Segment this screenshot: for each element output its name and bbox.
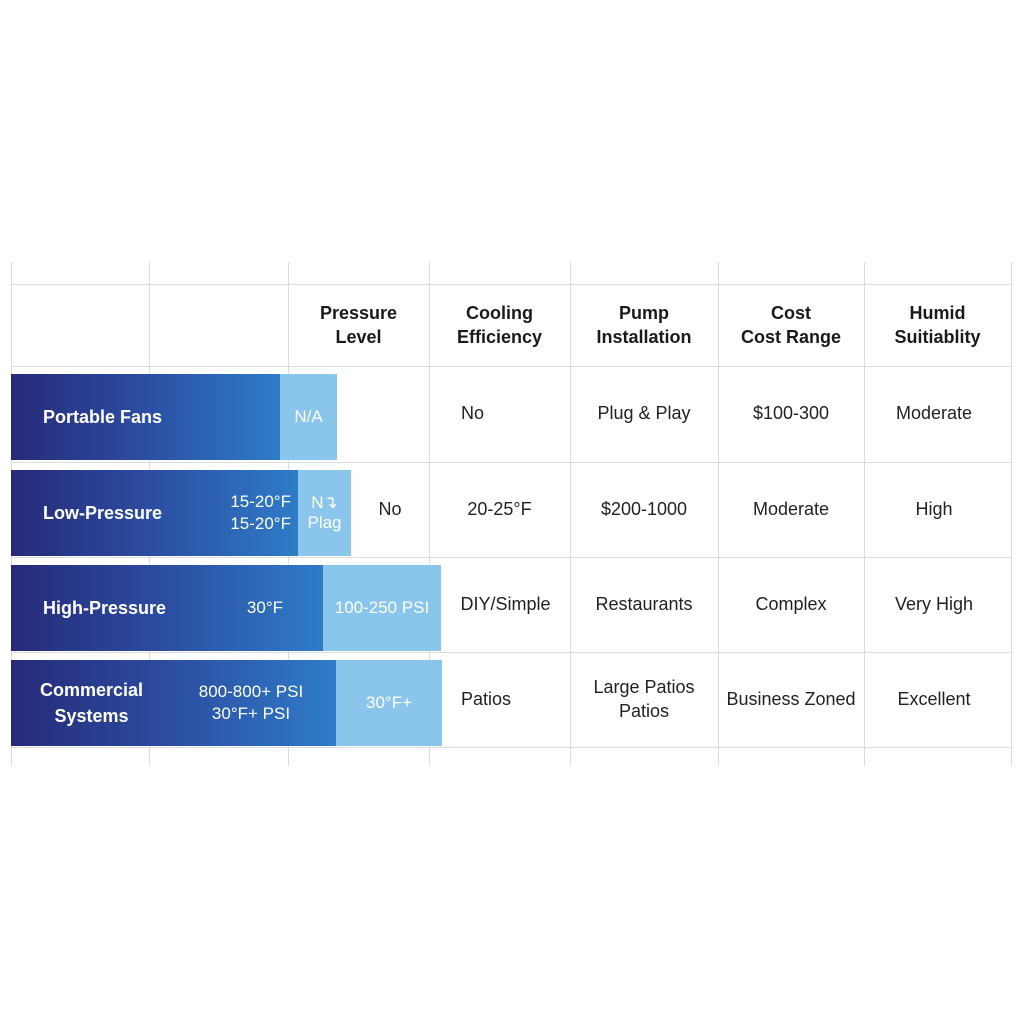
- text-line: Moderate: [752, 499, 830, 519]
- text-line: Plug & Play: [597, 403, 691, 423]
- text-line: Business Zoned: [726, 689, 856, 709]
- table-cell: [441, 557, 570, 651]
- text-line: Patios: [460, 689, 512, 709]
- table-cell: [570, 652, 718, 746]
- text-line: Humid: [909, 303, 966, 323]
- text-line: $200-1000: [600, 499, 688, 519]
- text-line: Suitiablity: [894, 327, 981, 347]
- text-line: No: [378, 499, 402, 519]
- text-line: No: [460, 403, 484, 423]
- row-bar-segment: [323, 565, 441, 651]
- row-bar-value: [175, 660, 327, 746]
- header-cell: [864, 284, 1011, 366]
- text-line: High: [915, 499, 953, 519]
- header-cell: [288, 284, 429, 366]
- text-line: Level: [335, 327, 382, 347]
- header-label: [894, 301, 980, 349]
- table-cell: [570, 462, 718, 556]
- text-line: Cooling: [466, 303, 533, 323]
- text-line: Low-Pressure: [43, 503, 163, 523]
- text-line: 15-20°F: [230, 514, 291, 533]
- table-cell: [718, 366, 864, 460]
- header-label: [741, 301, 841, 349]
- grid-vline: [1011, 262, 1012, 766]
- text-line: N/A: [294, 407, 323, 426]
- text-line: Pressure: [319, 303, 398, 323]
- text-line: 30°F+: [365, 693, 413, 712]
- text-line: Commercial: [40, 680, 144, 700]
- text-line: Moderate: [895, 403, 973, 423]
- table-cell: [429, 366, 516, 460]
- text-line: Installation: [596, 327, 692, 347]
- text-line: 800-800+ PSI: [198, 682, 304, 701]
- header-label: [320, 301, 397, 349]
- table-cell: [864, 366, 1004, 460]
- row-label: [40, 660, 143, 746]
- table-cell: [718, 557, 864, 651]
- text-line: Portable Fans: [43, 407, 163, 427]
- text-line: 30°F+ PSI: [211, 704, 291, 723]
- text-line: $100-300: [752, 403, 830, 423]
- table-cell: [864, 557, 1004, 651]
- text-line: N↴: [311, 493, 338, 512]
- table-cell: [429, 462, 570, 556]
- text-line: Systems: [54, 706, 129, 726]
- header-cell: [429, 284, 570, 366]
- text-line: Large Patios: [593, 677, 695, 697]
- segment-label: [307, 493, 341, 533]
- text-line: Excellent: [897, 689, 971, 709]
- grid-hline: [11, 747, 1011, 748]
- text-line: Plag: [307, 513, 342, 532]
- text-line: Efficiency: [456, 327, 543, 347]
- row-bar-segment: [298, 470, 351, 556]
- table-cell: [570, 366, 718, 460]
- row-label: [43, 470, 162, 556]
- text-line: Patios: [618, 701, 669, 721]
- row-bar-value: [151, 470, 291, 556]
- row-bar-segment: [336, 660, 442, 746]
- text-line: Restaurants: [595, 594, 693, 614]
- row-label: [43, 374, 162, 460]
- segment-label: [366, 693, 412, 713]
- text-line: 30°F: [246, 598, 283, 617]
- header-cell: [570, 284, 718, 366]
- table-cell: [718, 462, 864, 556]
- table-cell: [442, 652, 530, 746]
- table-cell: [351, 462, 429, 556]
- table-cell: [864, 652, 1004, 746]
- segment-label: [335, 598, 430, 618]
- text-line: 15-20°F: [230, 492, 291, 511]
- table-cell: [570, 557, 718, 651]
- header-label: [457, 301, 542, 349]
- text-line: Complex: [755, 594, 827, 614]
- text-line: 20-25°F: [467, 499, 532, 519]
- row-bar-value: [200, 565, 283, 651]
- table-cell: [864, 462, 1004, 556]
- text-line: Pump: [618, 303, 669, 323]
- row-bar-segment: [280, 374, 337, 460]
- segment-label: [294, 407, 322, 427]
- table-cell: [718, 652, 864, 746]
- text-line: Very High: [894, 594, 974, 614]
- row-label: [43, 565, 166, 651]
- text-line: Cost Range: [740, 327, 841, 347]
- header-label: [596, 301, 691, 349]
- text-line: DIY/Simple: [460, 594, 551, 614]
- text-line: 100-250 PSI: [334, 598, 430, 617]
- text-line: Cost: [770, 303, 811, 323]
- text-line: High-Pressure: [43, 598, 167, 618]
- header-cell: [718, 284, 864, 366]
